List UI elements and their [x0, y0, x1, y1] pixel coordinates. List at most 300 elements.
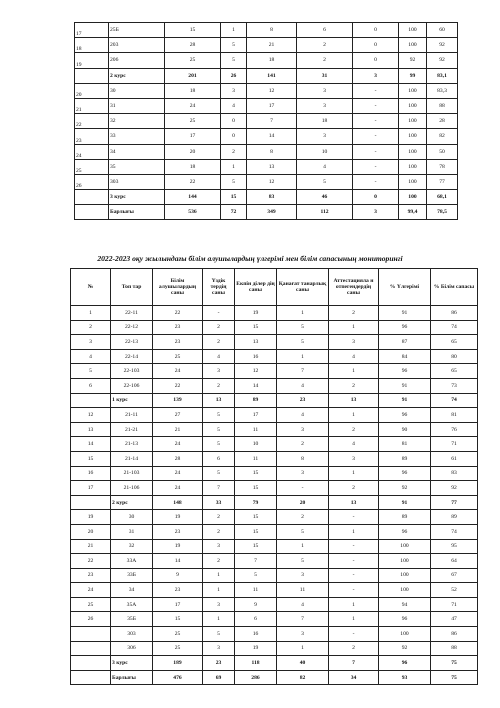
- table-cell: 32: [111, 539, 153, 554]
- table-cell: 2: [71, 320, 111, 335]
- table-cell: 86: [431, 306, 478, 321]
- table-cell: 23: [153, 320, 203, 335]
- table-cell: 3: [71, 335, 111, 350]
- table-cell: 14: [235, 378, 277, 393]
- table-cell: 15: [235, 466, 277, 481]
- table-cell: 13: [235, 335, 277, 350]
- table-cell: 5: [221, 174, 247, 189]
- summary-row: [71, 656, 478, 671]
- table-cell: 19: [71, 510, 111, 525]
- table-cell: 4: [203, 349, 235, 364]
- table-cell: 24: [153, 364, 203, 379]
- table-cell: -: [329, 583, 379, 598]
- row-index: 19: [75, 53, 109, 68]
- table-cell: 20: [277, 495, 329, 510]
- table-row: [71, 481, 478, 496]
- table-cell: 1: [277, 641, 329, 656]
- table-cell: 4: [329, 349, 379, 364]
- table-cell: 3: [203, 539, 235, 554]
- table-cell: 19: [235, 306, 277, 321]
- summary-row: [75, 190, 458, 205]
- table-cell: 25: [153, 349, 203, 364]
- table-cell: 0: [353, 190, 399, 205]
- table-cell: 206: [109, 53, 165, 68]
- table-cell: [71, 627, 111, 642]
- row-index: 18: [75, 38, 109, 53]
- table-cell: 1: [329, 524, 379, 539]
- column-header: Топ тар: [111, 269, 153, 306]
- table-cell: -: [329, 539, 379, 554]
- table-row: [75, 114, 458, 129]
- table-cell: 100: [399, 23, 427, 38]
- table-cell: 16: [235, 627, 277, 642]
- table-row: [71, 568, 478, 583]
- table-row: [75, 53, 458, 68]
- table-cell: 2: [203, 524, 235, 539]
- table-cell: 2: [277, 510, 329, 525]
- table-cell: 25: [153, 627, 203, 642]
- table-cell: 100: [379, 568, 431, 583]
- page-title: 2022-2023 оқу жылындағы білім алушылардың үлгерімі мен білім сапасының мониторингі: [97, 254, 403, 263]
- table-cell: 22: [153, 378, 203, 393]
- table-row: [71, 539, 478, 554]
- table-cell: 92: [427, 38, 458, 53]
- table-row: [71, 378, 478, 393]
- table-cell: 96: [379, 524, 431, 539]
- table-cell: 61: [431, 451, 478, 466]
- table-cell: 100: [399, 174, 427, 189]
- table-cell: 11: [277, 583, 329, 598]
- table-cell: 1: [277, 539, 329, 554]
- table-cell: 67: [431, 568, 478, 583]
- table-cell: 21: [247, 38, 297, 53]
- table-cell: 100: [379, 583, 431, 598]
- table-cell: 60: [427, 23, 458, 38]
- table-cell: 28: [427, 114, 458, 129]
- table-cell: 25: [165, 114, 221, 129]
- table-cell: 2: [329, 306, 379, 321]
- table-cell: Барлығы: [109, 205, 165, 220]
- table-cell: 1: [203, 568, 235, 583]
- table-cell: 0: [221, 129, 247, 144]
- table-cell: 118: [235, 656, 277, 671]
- table-row: [75, 144, 458, 159]
- table-cell: 100: [399, 98, 427, 113]
- table-cell: 18: [165, 159, 221, 174]
- table-cell: 286: [235, 670, 277, 685]
- table-row: [71, 422, 478, 437]
- row-index: 20: [75, 83, 109, 98]
- table-cell: 7: [329, 656, 379, 671]
- table-cell: 3: [277, 422, 329, 437]
- table-cell: 74: [431, 393, 478, 408]
- table-cell: 7: [277, 612, 329, 627]
- table-cell: 8: [247, 144, 297, 159]
- table-cell: 88: [427, 98, 458, 113]
- table-cell: 24: [153, 466, 203, 481]
- row-index: 22: [75, 114, 109, 129]
- row-index: [75, 190, 109, 205]
- table-cell: 22: [153, 306, 203, 321]
- table-cell: 96: [379, 656, 431, 671]
- table-cell: -: [353, 114, 399, 129]
- table-cell: 2: [221, 144, 247, 159]
- table-cell: 25: [71, 597, 111, 612]
- table-row: [75, 98, 458, 113]
- table-cell: 5: [221, 38, 247, 53]
- table-cell: 13: [329, 393, 379, 408]
- table-cell: -: [353, 159, 399, 174]
- table-cell: 10: [235, 437, 277, 452]
- table-cell: 5: [71, 364, 111, 379]
- table-cell: 2 курс: [109, 68, 165, 83]
- table-cell: 14: [153, 554, 203, 569]
- table-cell: 1: [329, 466, 379, 481]
- table-header-row: [71, 269, 478, 306]
- summary-row: [71, 670, 478, 685]
- table-cell: 0: [353, 38, 399, 53]
- table-cell: 6: [297, 23, 353, 38]
- table-cell: 349: [247, 205, 297, 220]
- table-cell: 8: [247, 23, 297, 38]
- table-cell: 12: [71, 408, 111, 423]
- table-cell: 71: [431, 437, 478, 452]
- table-cell: 13: [247, 159, 297, 174]
- table-cell: 1: [221, 159, 247, 174]
- table-cell: 22-13: [111, 335, 153, 350]
- table-cell: 18: [165, 83, 221, 98]
- table-cell: 201: [165, 68, 221, 83]
- table-cell: 5: [221, 53, 247, 68]
- table-cell: 24: [71, 583, 111, 598]
- table-cell: 12: [247, 83, 297, 98]
- table-cell: 5: [297, 174, 353, 189]
- table-cell: 89: [431, 510, 478, 525]
- table-cell: 89: [379, 510, 431, 525]
- table-cell: 2: [329, 481, 379, 496]
- table-cell: -: [353, 144, 399, 159]
- table-cell: 3: [221, 83, 247, 98]
- table-cell: 100: [399, 83, 427, 98]
- table-row: [71, 612, 478, 627]
- table-cell: 94: [379, 597, 431, 612]
- table-row: [71, 641, 478, 656]
- table-row: [71, 627, 478, 642]
- table-cell: 13: [203, 393, 235, 408]
- table-cell: 34: [109, 144, 165, 159]
- table-cell: 100: [399, 114, 427, 129]
- row-index: 23: [75, 129, 109, 144]
- table-cell: 7: [277, 364, 329, 379]
- table-cell: 77: [431, 495, 478, 510]
- table-row: [75, 23, 458, 38]
- table-cell: 96: [379, 466, 431, 481]
- table-cell: 30: [111, 510, 153, 525]
- table-cell: 24: [153, 481, 203, 496]
- table-row: [71, 451, 478, 466]
- column-header: Аттестацияла н отпегендердің саны: [329, 269, 379, 306]
- table-cell: 9: [153, 568, 203, 583]
- table-cell: 2: [277, 437, 329, 452]
- table-cell: 3: [277, 627, 329, 642]
- table-cell: 91: [379, 495, 431, 510]
- table-cell: 14: [71, 437, 111, 452]
- table-cell: 28: [153, 451, 203, 466]
- table-cell: 91: [379, 378, 431, 393]
- table-cell: 100: [379, 539, 431, 554]
- table-cell: 52: [431, 583, 478, 598]
- table-cell: 96: [379, 612, 431, 627]
- table-cell: 22-11: [111, 306, 153, 321]
- table-cell: 4: [277, 408, 329, 423]
- table-cell: 3: [297, 129, 353, 144]
- table-cell: 15: [71, 451, 111, 466]
- table-cell: 15: [221, 190, 247, 205]
- table-cell: 2: [203, 320, 235, 335]
- table-cell: 5: [277, 554, 329, 569]
- table-cell: 1: [203, 583, 235, 598]
- table-cell: 17: [153, 597, 203, 612]
- table-cell: 31: [297, 68, 353, 83]
- table-cell: 1: [221, 23, 247, 38]
- table-cell: Барлығы: [111, 670, 153, 685]
- table-cell: 14: [247, 129, 297, 144]
- table-row: [75, 129, 458, 144]
- column-header: Үздік тердің саны: [203, 269, 235, 306]
- table-cell: 3: [277, 466, 329, 481]
- row-index: [75, 205, 109, 220]
- table-cell: 6: [71, 378, 111, 393]
- table-row: [71, 306, 478, 321]
- column-header: Қанағат танарлық саны: [277, 269, 329, 306]
- table-cell: 2: [329, 641, 379, 656]
- table-cell: 80: [431, 349, 478, 364]
- table-row: [71, 349, 478, 364]
- table-cell: 5: [203, 422, 235, 437]
- table-cell: 20: [165, 144, 221, 159]
- table-row: [75, 159, 458, 174]
- table-cell: 3 курс: [111, 656, 153, 671]
- table-cell: 22-14: [111, 349, 153, 364]
- table-cell: 96: [379, 320, 431, 335]
- table-cell: 96: [379, 408, 431, 423]
- table-cell: 20: [71, 524, 111, 539]
- table-cell: 1: [329, 612, 379, 627]
- table-cell: 33: [203, 495, 235, 510]
- table-cell: 23: [203, 656, 235, 671]
- table-row: [71, 408, 478, 423]
- table-cell: 84: [379, 349, 431, 364]
- table-cell: 6: [235, 612, 277, 627]
- table-cell: [71, 670, 111, 685]
- table-row: [71, 320, 478, 335]
- table-cell: 2: [203, 335, 235, 350]
- table-cell: 1 курс: [111, 393, 153, 408]
- table-cell: 92: [427, 53, 458, 68]
- table-cell: 87: [379, 335, 431, 350]
- table-cell: 81: [431, 408, 478, 423]
- table-cell: 35: [109, 159, 165, 174]
- table-cell: 10: [297, 144, 353, 159]
- table-cell: -: [329, 568, 379, 583]
- table-cell: 11: [235, 583, 277, 598]
- table-cell: 35Б: [111, 612, 153, 627]
- table-cell: 3: [203, 641, 235, 656]
- column-header: % Үлгерімі: [379, 269, 431, 306]
- table-cell: 7: [247, 114, 297, 129]
- table-row: [71, 335, 478, 350]
- table-row: [71, 597, 478, 612]
- table-cell: 4: [221, 98, 247, 113]
- table-cell: 21: [71, 539, 111, 554]
- table-cell: 1: [277, 306, 329, 321]
- table-cell: 71: [431, 597, 478, 612]
- table-cell: 303: [111, 627, 153, 642]
- table-cell: 139: [153, 393, 203, 408]
- table-row: [75, 174, 458, 189]
- row-index: [75, 68, 109, 83]
- table-cell: -: [353, 174, 399, 189]
- table-cell: 3: [297, 83, 353, 98]
- table-cell: 40: [277, 656, 329, 671]
- row-index: 26: [75, 174, 109, 189]
- table-cell: 1: [277, 349, 329, 364]
- table-cell: 28: [165, 38, 221, 53]
- table-cell: 16: [235, 349, 277, 364]
- table-cell: 306: [111, 641, 153, 656]
- table-cell: 27: [153, 408, 203, 423]
- table-cell: 50: [427, 144, 458, 159]
- table-cell: 81: [379, 437, 431, 452]
- table-cell: 34: [329, 670, 379, 685]
- table-cell: 34: [111, 583, 153, 598]
- table-row: [75, 83, 458, 98]
- table-cell: -: [353, 129, 399, 144]
- table-cell: 24: [153, 437, 203, 452]
- table-cell: 1: [329, 364, 379, 379]
- table-cell: 92: [431, 481, 478, 496]
- table-cell: 47: [431, 612, 478, 627]
- table-cell: 303: [109, 174, 165, 189]
- table-cell: 0: [221, 114, 247, 129]
- table-cell: 23: [153, 335, 203, 350]
- row-index: 17: [75, 23, 109, 38]
- table-cell: 1: [203, 612, 235, 627]
- table-cell: 16: [71, 466, 111, 481]
- top-monitoring-table: [74, 22, 458, 220]
- table-cell: 26: [221, 68, 247, 83]
- table-cell: 5: [203, 437, 235, 452]
- summary-row: [71, 495, 478, 510]
- table-cell: 141: [247, 68, 297, 83]
- table-cell: 144: [165, 190, 221, 205]
- table-cell: 46: [297, 190, 353, 205]
- table-cell: 90: [379, 422, 431, 437]
- table-cell: 536: [165, 205, 221, 220]
- table-cell: 5: [277, 320, 329, 335]
- table-cell: 4: [277, 597, 329, 612]
- table-cell: 21: [153, 422, 203, 437]
- table-cell: 99,4: [399, 205, 427, 220]
- table-cell: 100: [399, 129, 427, 144]
- table-cell: 9: [235, 597, 277, 612]
- table-cell: 75: [431, 656, 478, 671]
- table-cell: [71, 393, 111, 408]
- table-cell: 21-13: [111, 437, 153, 452]
- table-cell: 33Б: [111, 568, 153, 583]
- table-cell: 4: [71, 349, 111, 364]
- table-cell: -: [353, 98, 399, 113]
- table-cell: 11: [235, 451, 277, 466]
- table-cell: 4: [297, 159, 353, 174]
- table-cell: 11: [235, 422, 277, 437]
- row-index: 25: [75, 159, 109, 174]
- table-cell: 22-103: [111, 364, 153, 379]
- table-cell: 83,3: [427, 83, 458, 98]
- table-row: [71, 524, 478, 539]
- table-row: [71, 466, 478, 481]
- table-cell: -: [329, 627, 379, 642]
- table-cell: 89: [235, 393, 277, 408]
- table-cell: 65: [431, 364, 478, 379]
- table-cell: 31: [111, 524, 153, 539]
- table-cell: 91: [379, 393, 431, 408]
- table-cell: 17: [71, 481, 111, 496]
- table-row: [71, 583, 478, 598]
- table-cell: 17: [235, 408, 277, 423]
- table-cell: 2: [329, 378, 379, 393]
- table-cell: 17: [247, 98, 297, 113]
- table-cell: 2: [329, 422, 379, 437]
- table-cell: 21-106: [111, 481, 153, 496]
- table-cell: 5: [277, 524, 329, 539]
- table-cell: 3: [203, 597, 235, 612]
- table-cell: 83: [431, 466, 478, 481]
- table-row: [71, 364, 478, 379]
- summary-row: [75, 68, 458, 83]
- table-cell: 18: [297, 114, 353, 129]
- table-cell: 92: [399, 53, 427, 68]
- table-cell: 1: [329, 320, 379, 335]
- table-row: [71, 554, 478, 569]
- table-cell: 15: [235, 539, 277, 554]
- table-cell: 25Б: [109, 23, 165, 38]
- table-cell: 76: [431, 422, 478, 437]
- table-cell: 92: [379, 481, 431, 496]
- monitoring-table-2022-2023: [70, 268, 478, 685]
- table-cell: 12: [235, 364, 277, 379]
- table-cell: 83: [247, 190, 297, 205]
- table-row: [71, 437, 478, 452]
- table-cell: 7: [235, 554, 277, 569]
- table-cell: 79: [235, 495, 277, 510]
- table-cell: 21-21: [111, 422, 153, 437]
- table-cell: 2: [203, 378, 235, 393]
- table-cell: 23: [153, 524, 203, 539]
- table-cell: 15: [235, 510, 277, 525]
- column-header: % Білім сапасы: [431, 269, 478, 306]
- table-cell: 30: [109, 83, 165, 98]
- table-cell: 100: [399, 190, 427, 205]
- summary-row: [75, 205, 458, 220]
- column-header: Екпін ділер дің саны: [235, 269, 277, 306]
- table-cell: 74: [431, 524, 478, 539]
- table-cell: 4: [329, 437, 379, 452]
- table-cell: 15: [235, 320, 277, 335]
- table-cell: 99: [399, 68, 427, 83]
- table-cell: 3: [203, 364, 235, 379]
- table-cell: 189: [153, 656, 203, 671]
